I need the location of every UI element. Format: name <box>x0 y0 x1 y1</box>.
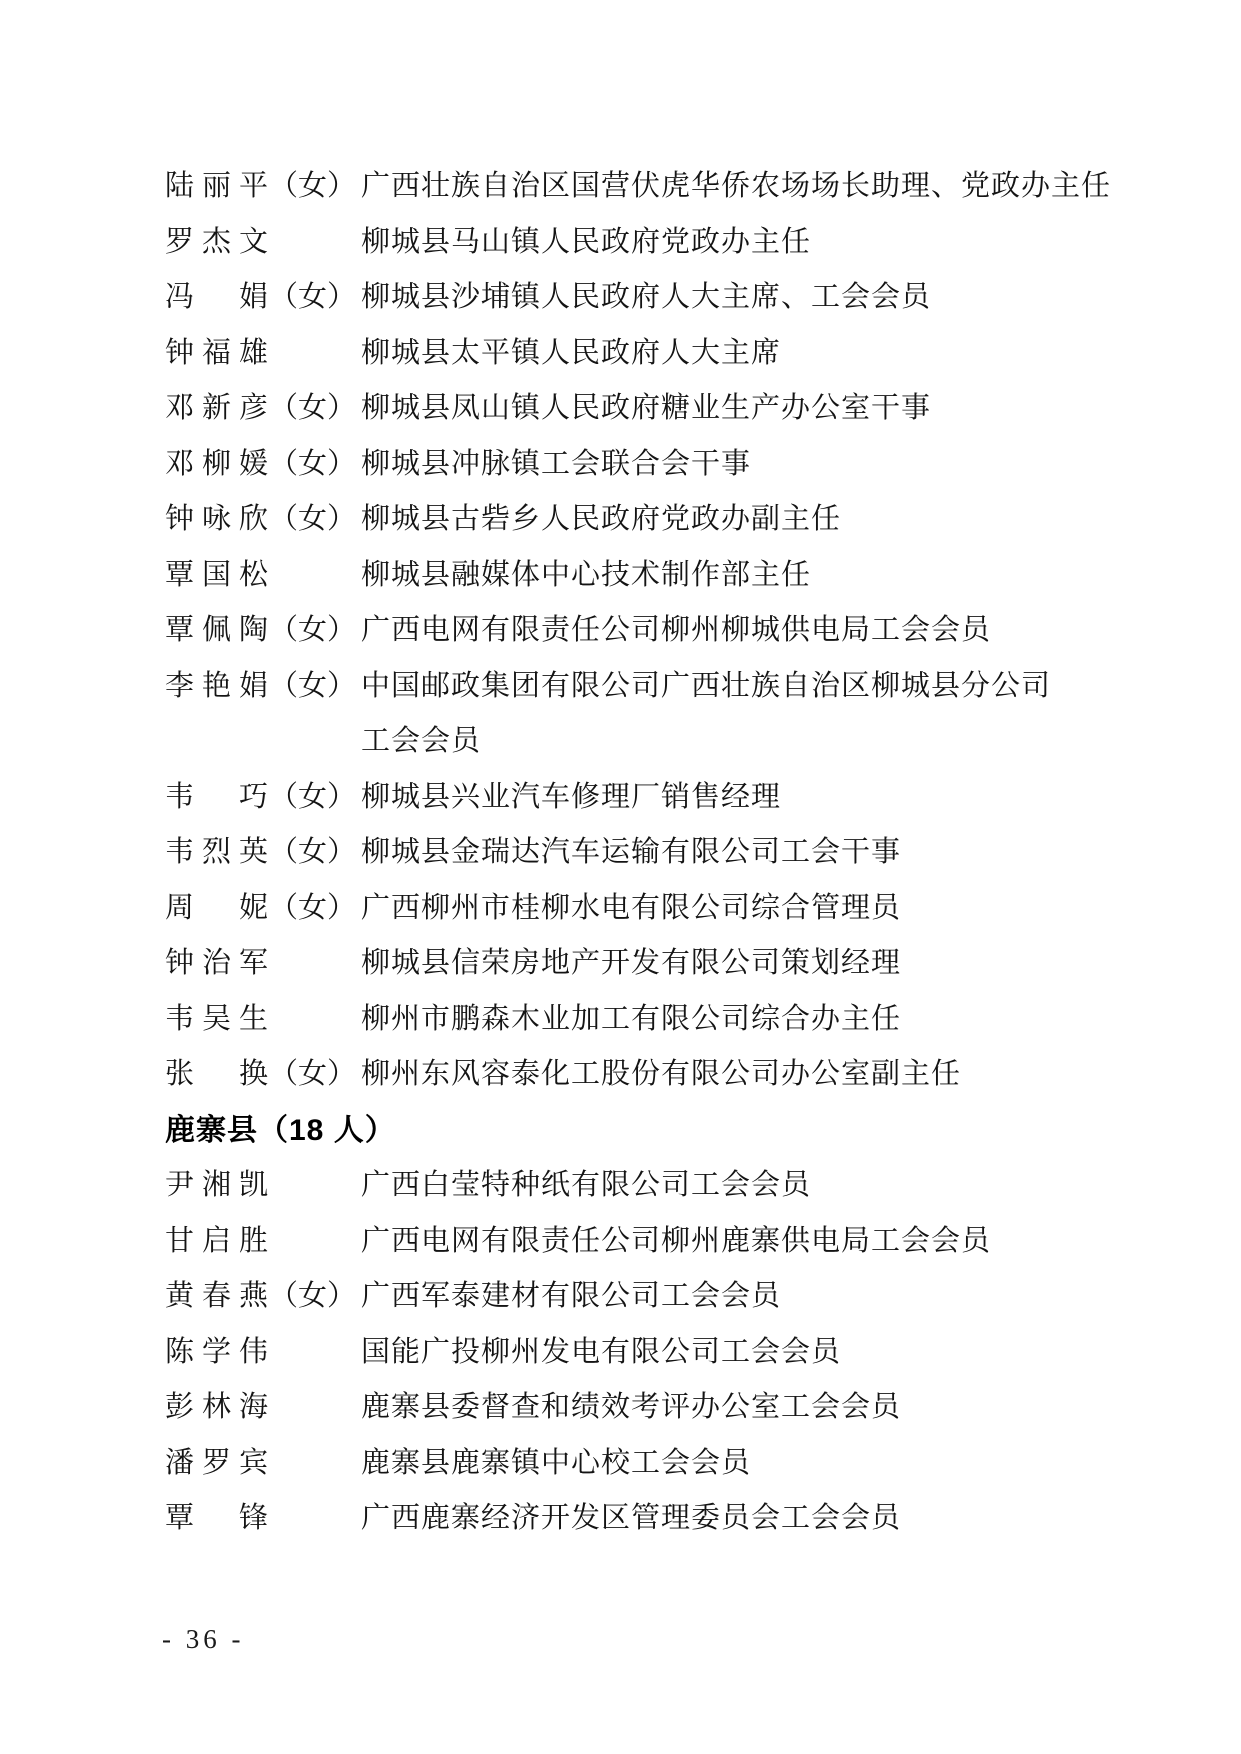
person-title-line: 广西白莹特种纸有限公司工会会员 <box>361 1169 812 1201</box>
person-title <box>361 159 1125 215</box>
person-title-line: 广西壮族自治区国营伏虎华侨农场场长助理、党政办主任 <box>361 170 1112 202</box>
person-title-line: 广西军泰建材有限公司工会会员 <box>361 1280 782 1312</box>
person-title-line: 柳城县沙埔镇人民政府人大主席、工会会员 <box>361 281 932 313</box>
person-name: 钟福雄 <box>165 336 269 369</box>
list-item <box>165 1214 1125 1270</box>
person-title <box>361 1269 1125 1325</box>
person-title <box>361 659 1125 770</box>
section-heading: 鹿寨县（18 人） <box>165 1113 396 1147</box>
list-item <box>165 881 1125 937</box>
person-title-line: 广西鹿寨经济开发区管理委员会工会会员 <box>361 1502 902 1534</box>
person-title <box>361 326 1125 382</box>
gender-marker: （女） <box>269 669 357 702</box>
person-name: 邓柳媛 <box>165 447 269 480</box>
person-title <box>361 881 1125 937</box>
gender-marker: （女） <box>269 170 357 202</box>
person-title-line: 广西电网有限责任公司柳州柳城供电局工会会员 <box>361 614 992 646</box>
gender-marker: （女） <box>269 392 357 424</box>
person-title <box>361 1047 1125 1103</box>
list-item <box>165 1380 1125 1436</box>
person-name: 韦烈英 <box>165 836 269 868</box>
list-item <box>165 1269 1125 1325</box>
person-title-line: 柳州东风容泰化工股份有限公司办公室副主任 <box>361 1058 962 1090</box>
person-name: 潘罗宾 <box>165 1446 269 1479</box>
person-title <box>361 1325 1125 1381</box>
person-title <box>361 770 1125 826</box>
person-title <box>361 1436 1125 1492</box>
person-title-line: 广西电网有限责任公司柳州鹿寨供电局工会会员 <box>361 1224 992 1257</box>
person-title-line: 工会会员 <box>361 725 482 757</box>
person-name: 罗杰文 <box>165 225 269 258</box>
list-item <box>165 936 1125 992</box>
person-title-line: 鹿寨县委督查和绩效考评办公室工会会员 <box>361 1391 902 1423</box>
person-title <box>361 603 1125 659</box>
person-name: 韦吴生 <box>165 1002 269 1035</box>
gender-marker: （女） <box>269 780 357 813</box>
gender-marker: （女） <box>269 503 357 535</box>
person-title-line: 广西柳州市桂柳水电有限公司综合管理员 <box>361 891 902 924</box>
list-item <box>165 603 1125 659</box>
person-title-line: 柳城县马山镇人民政府党政办主任 <box>361 225 812 258</box>
person-name: 韦 巧 <box>165 780 269 813</box>
person-title-line: 鹿寨县鹿寨镇中心校工会会员 <box>361 1446 752 1479</box>
person-name: 钟咏欣 <box>165 503 269 535</box>
person-title <box>361 992 1125 1048</box>
gender-marker: （女） <box>269 614 357 646</box>
page-number: - 36 - <box>162 1624 245 1654</box>
person-name: 覃 锋 <box>165 1502 269 1534</box>
person-title <box>361 381 1125 437</box>
list-item <box>165 1047 1125 1103</box>
person-name: 冯 娟 <box>165 281 269 313</box>
person-name: 李艳娟 <box>165 669 269 702</box>
list-item <box>165 825 1125 881</box>
person-title-line: 柳城县冲脉镇工会联合会干事 <box>361 447 752 480</box>
list-item <box>165 1325 1125 1381</box>
gender-marker: （女） <box>269 836 357 868</box>
list-item <box>165 381 1125 437</box>
person-name: 陈学伟 <box>165 1335 269 1368</box>
person-title <box>361 936 1125 992</box>
list-item <box>165 270 1125 326</box>
person-name: 周 妮 <box>165 891 269 924</box>
list-item <box>165 659 1125 770</box>
person-name: 甘启胜 <box>165 1224 269 1257</box>
list-item <box>165 492 1125 548</box>
list-item <box>165 1158 1125 1214</box>
person-title <box>361 1380 1125 1436</box>
person-title <box>361 492 1125 548</box>
gender-marker: （女） <box>269 281 357 313</box>
list-item <box>165 1491 1125 1547</box>
gender-marker: （女） <box>269 891 357 924</box>
list-item <box>165 770 1125 826</box>
person-title-line: 国能广投柳州发电有限公司工会会员 <box>361 1335 842 1368</box>
list-item <box>165 215 1125 271</box>
list-item <box>165 548 1125 604</box>
person-title <box>361 270 1125 326</box>
list-item <box>165 1436 1125 1492</box>
gender-marker: （女） <box>269 447 357 480</box>
person-name: 尹湘凯 <box>165 1169 269 1201</box>
list-item <box>165 437 1125 493</box>
person-title <box>361 437 1125 493</box>
person-title-line: 柳城县凤山镇人民政府糖业生产办公室干事 <box>361 392 932 424</box>
roster-list <box>165 159 1125 1547</box>
person-title-line: 柳城县古砦乡人民政府党政办副主任 <box>361 503 842 535</box>
person-name: 陆丽平 <box>165 170 269 202</box>
person-name: 黄春燕 <box>165 1280 269 1312</box>
person-title-line: 柳城县融媒体中心技术制作部主任 <box>361 558 812 591</box>
person-name: 邓新彦 <box>165 392 269 424</box>
person-title-line: 柳城县金瑞达汽车运输有限公司工会干事 <box>361 836 902 868</box>
person-title-line: 柳城县兴业汽车修理厂销售经理 <box>361 780 782 813</box>
list-item <box>165 159 1125 215</box>
list-item <box>165 326 1125 382</box>
person-title <box>361 825 1125 881</box>
list-item <box>165 992 1125 1048</box>
person-title-line: 中国邮政集团有限公司广西壮族自治区柳城县分公司 <box>361 669 1052 702</box>
person-title-line: 柳城县太平镇人民政府人大主席 <box>361 336 782 369</box>
person-title-line: 柳城县信荣房地产开发有限公司策划经理 <box>361 947 902 979</box>
person-name: 覃国松 <box>165 558 269 591</box>
person-title <box>361 1158 1125 1214</box>
person-title <box>361 548 1125 604</box>
gender-marker: （女） <box>269 1058 357 1090</box>
person-title <box>361 215 1125 271</box>
person-title <box>361 1214 1125 1270</box>
person-name: 钟治军 <box>165 947 269 979</box>
person-name: 彭林海 <box>165 1391 269 1423</box>
person-name: 覃佩陶 <box>165 614 269 646</box>
gender-marker: （女） <box>269 1280 357 1312</box>
person-name: 张 换 <box>165 1058 269 1090</box>
person-title <box>361 1491 1125 1547</box>
person-title-line: 柳州市鹏森木业加工有限公司综合办主任 <box>361 1002 902 1035</box>
